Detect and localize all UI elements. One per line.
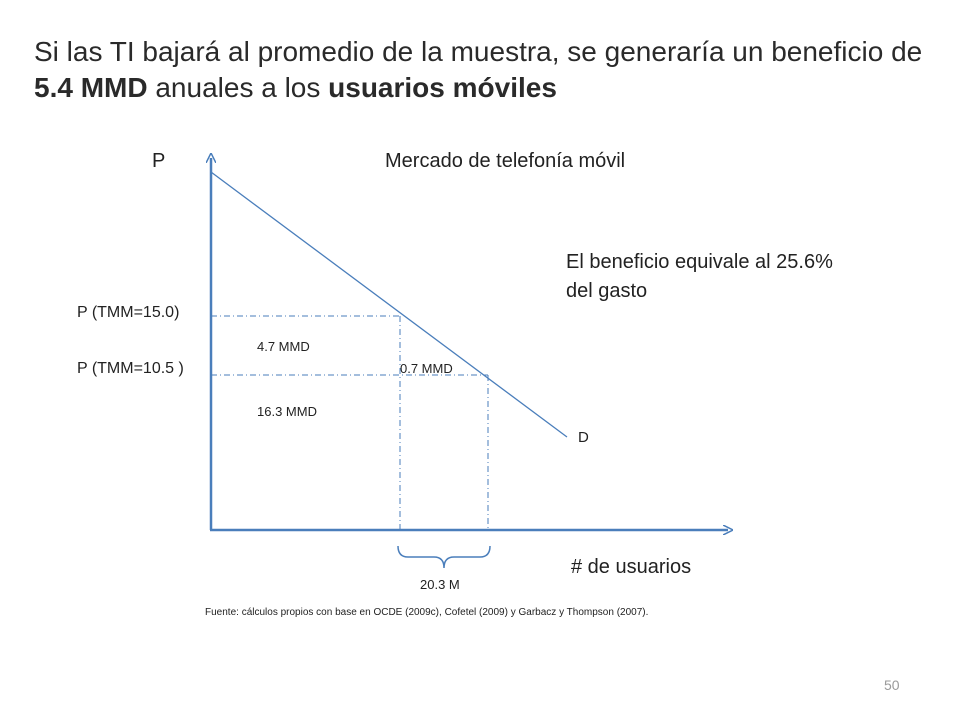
title-bold-users: usuarios móviles <box>328 72 557 103</box>
quantity-brace <box>398 546 490 568</box>
title-text-1: Si las TI bajará al promedio de la muestra, se generaría un beneficio de <box>34 36 923 67</box>
area-triangle-label: 0.7 MMD <box>400 361 453 376</box>
x-axis-label: # de usuarios <box>571 556 692 578</box>
area-lower-label: 16.3 MMD <box>257 404 317 419</box>
benefit-note: El beneficio equivale al 25.6% del gasto <box>566 251 833 302</box>
source-note: Fuente: cálculos propios con base en OCDE (2009c), Cofetel (2009) y Garbacz y Thompson (2007). <box>205 607 649 618</box>
title-bold-amount: 5.4 MMD <box>34 72 148 103</box>
title-text-2: anuales a los <box>147 72 329 103</box>
area-upper-label: 4.7 MMD <box>257 339 310 354</box>
quantity-change-label: 20.3 M <box>420 577 460 592</box>
page-number: 50 <box>884 677 900 693</box>
demand-label: D <box>578 429 589 446</box>
price-low-label: P (TMM=10.5 ) <box>77 360 184 377</box>
demand-line <box>211 172 567 437</box>
price-high-label: P (TMM=15.0) <box>77 304 180 321</box>
market-title: Mercado de telefonía móvil <box>385 150 626 172</box>
y-axis-label: P <box>152 150 166 172</box>
